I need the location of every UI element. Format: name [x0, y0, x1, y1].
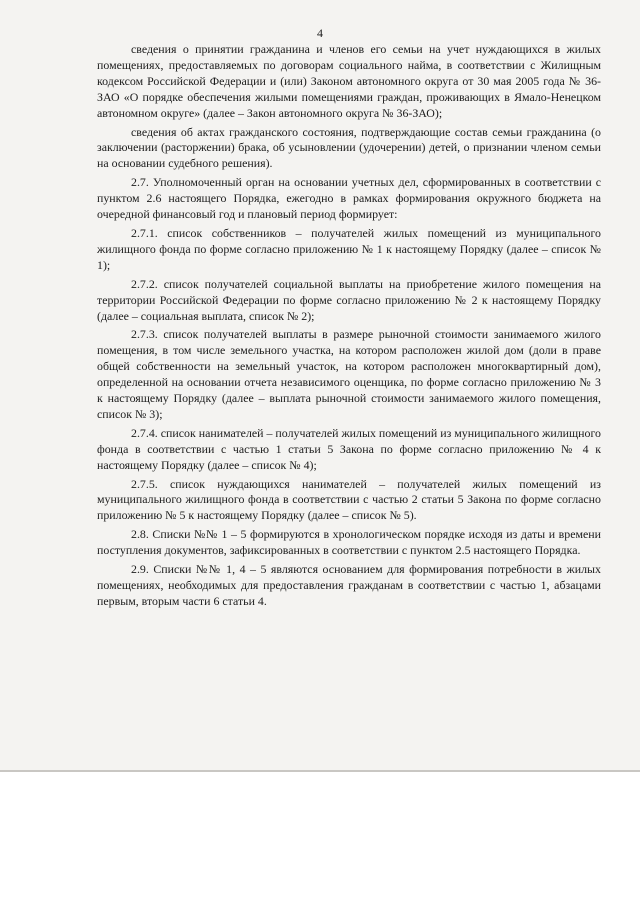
paragraph-2-7: 2.7. Уполномоченный орган на основании учетных дел, сформированных в соответствии с пунктом 2.6 настоящего Порядка, ежегодно в рамках формирования окружного бюджета на очередной финансовый год и плановый период формирует:	[97, 175, 601, 222]
paragraph-2-7-1: 2.7.1. список собственников – получателей жилых помещений из муниципального жилищного фонда по форме согласно приложению № 1 к настоящему Порядку (далее – список № 1);	[97, 225, 601, 272]
paragraph-2-7-4: 2.7.4. список нанимателей – получателей жилых помещений из муниципального жилищного фонда в соответствии с частью 1 статьи 5 Закона по форме согласно приложению № 4 к настоящему Порядку (далее – список № 4);	[97, 425, 601, 472]
paragraph-civil-acts: сведения об актах гражданского состояния, подтверждающие состав семьи гражданина (о заключении (расторжении) брака, об усыновлении (удочерении) детей, о признании членом семьи на основании судебного решения).	[97, 124, 601, 171]
scan-edge	[0, 770, 640, 772]
document-body	[97, 42, 601, 613]
paragraph-2-7-3: 2.7.3. список получателей выплаты в размере рыночной стоимости занимаемого жилого помещения, в том числе земельного участка, на котором расположен жилой дом (доли в праве общей собственности на земельный участок, на котором расположен многоквартирный дом), определенной на основании отчета независимого оценщика, по форме согласно приложению № 3 к настоящему Порядку (далее – выплата рыночной стоимости занимаемого жилого помещения, список № 3);	[97, 327, 601, 421]
paragraph-registration-info: сведения о принятии гражданина и членов его семьи на учет нуждающихся в жилых помещениях, предоставляемых по договорам социального найма, в соответствии с Жилищным кодексом Российской Федерации и (или) Законом автономного округа от 30 мая 2005 года № 36-ЗАО «О порядке обеспечения жилыми помещениями граждан, проживающих в Ямало-Ненецком автономном округе» (далее – Закон автономного округа № 36-ЗАО);	[97, 42, 601, 120]
paragraph-2-7-2: 2.7.2. список получателей социальной выплаты на приобретение жилого помещения на территории Российской Федерации по форме согласно приложению № 2 к настоящему Порядку (далее – социальная выплата, список № 2);	[97, 276, 601, 323]
paragraph-2-9: 2.9. Списки №№ 1, 4 – 5 являются основанием для формирования потребности в жилых помещениях, необходимых для предоставления гражданам в соответствии с частью 1, абзацами первым, вторым части 6 статьи 4.	[97, 562, 601, 608]
page-number: 4	[317, 26, 323, 40]
paragraph-2-8: 2.8. Списки №№ 1 – 5 формируются в хронологическом порядке исходя из даты и времени поступления документов, зафиксированных в соответствии с пунктом 2.5 настоящего Порядка.	[97, 527, 601, 558]
paragraph-2-7-5: 2.7.5. список нуждающихся нанимателей – получателей жилых помещений из муниципального жилищного фонда в соответствии с частью 2 статьи 5 Закона по форме согласно приложению № 5 к настоящему Порядку (далее – список № 5).	[97, 476, 601, 523]
